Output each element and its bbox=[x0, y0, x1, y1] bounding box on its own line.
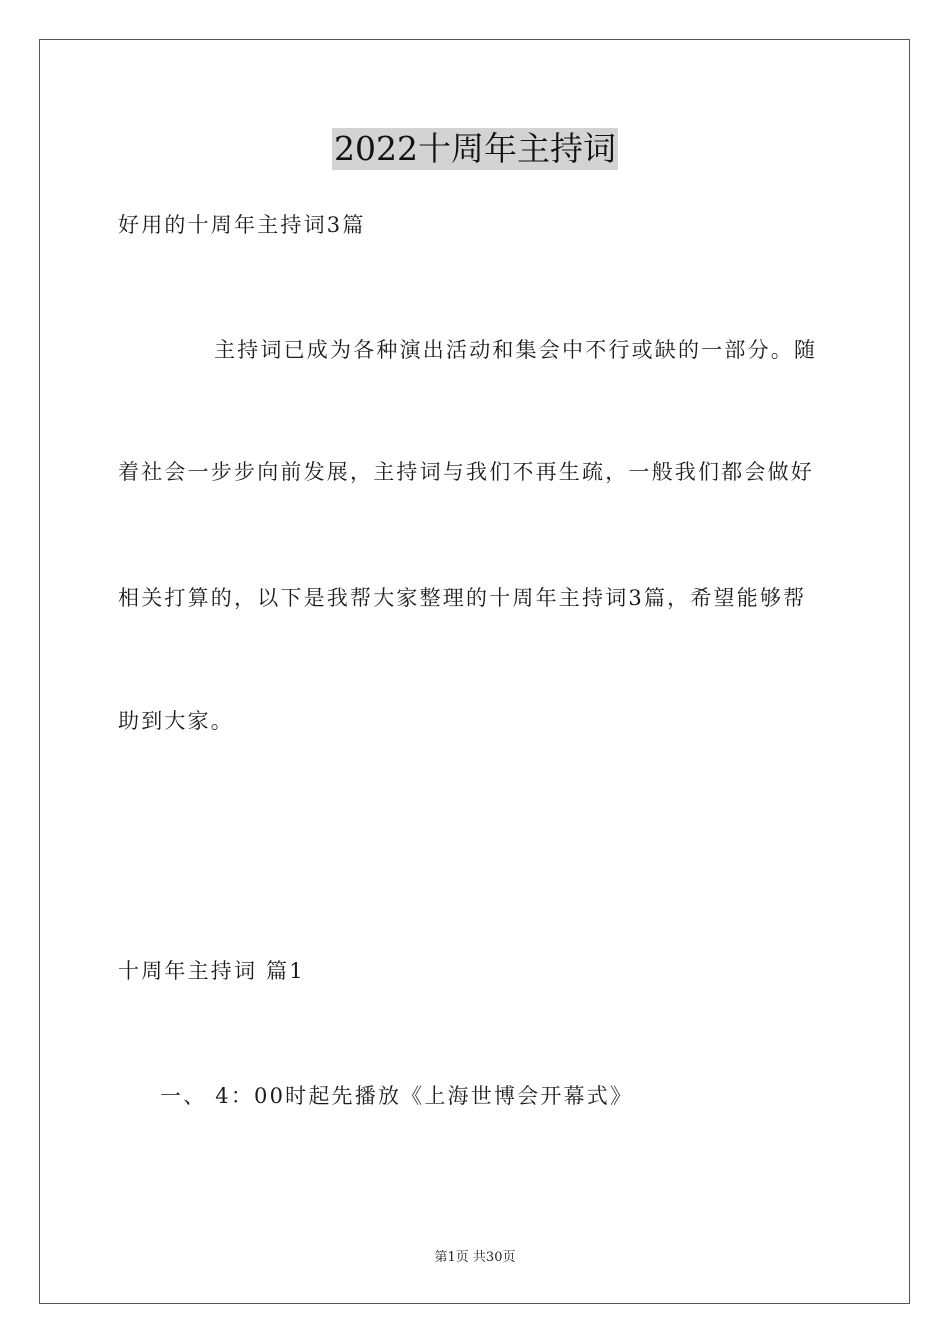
page-footer: 第1页 共30页 bbox=[434, 1250, 516, 1265]
intro-line-3: 相关打算的，以下是我帮大家整理的十周年主持词3篇，希望能够帮 bbox=[118, 586, 807, 610]
document-subtitle: 好用的十周年主持词3篇 bbox=[118, 213, 366, 237]
section-heading: 十周年主持词 篇1 bbox=[118, 959, 305, 983]
intro-line-2: 着社会一步步向前发展，主持词与我们不再生疏，一般我们都会做好 bbox=[118, 460, 814, 484]
list-item-1: 一、 4：00时起先播放《上海世博会开幕式》 bbox=[160, 1084, 634, 1108]
intro-line-1: 主持词已成为各种演出活动和集会中不行或缺的一部分。随 bbox=[214, 338, 818, 362]
document-title: 2022十周年主持词 bbox=[334, 129, 616, 168]
document-title-wrapper bbox=[0, 128, 950, 170]
intro-line-4: 助到大家。 bbox=[118, 709, 234, 733]
